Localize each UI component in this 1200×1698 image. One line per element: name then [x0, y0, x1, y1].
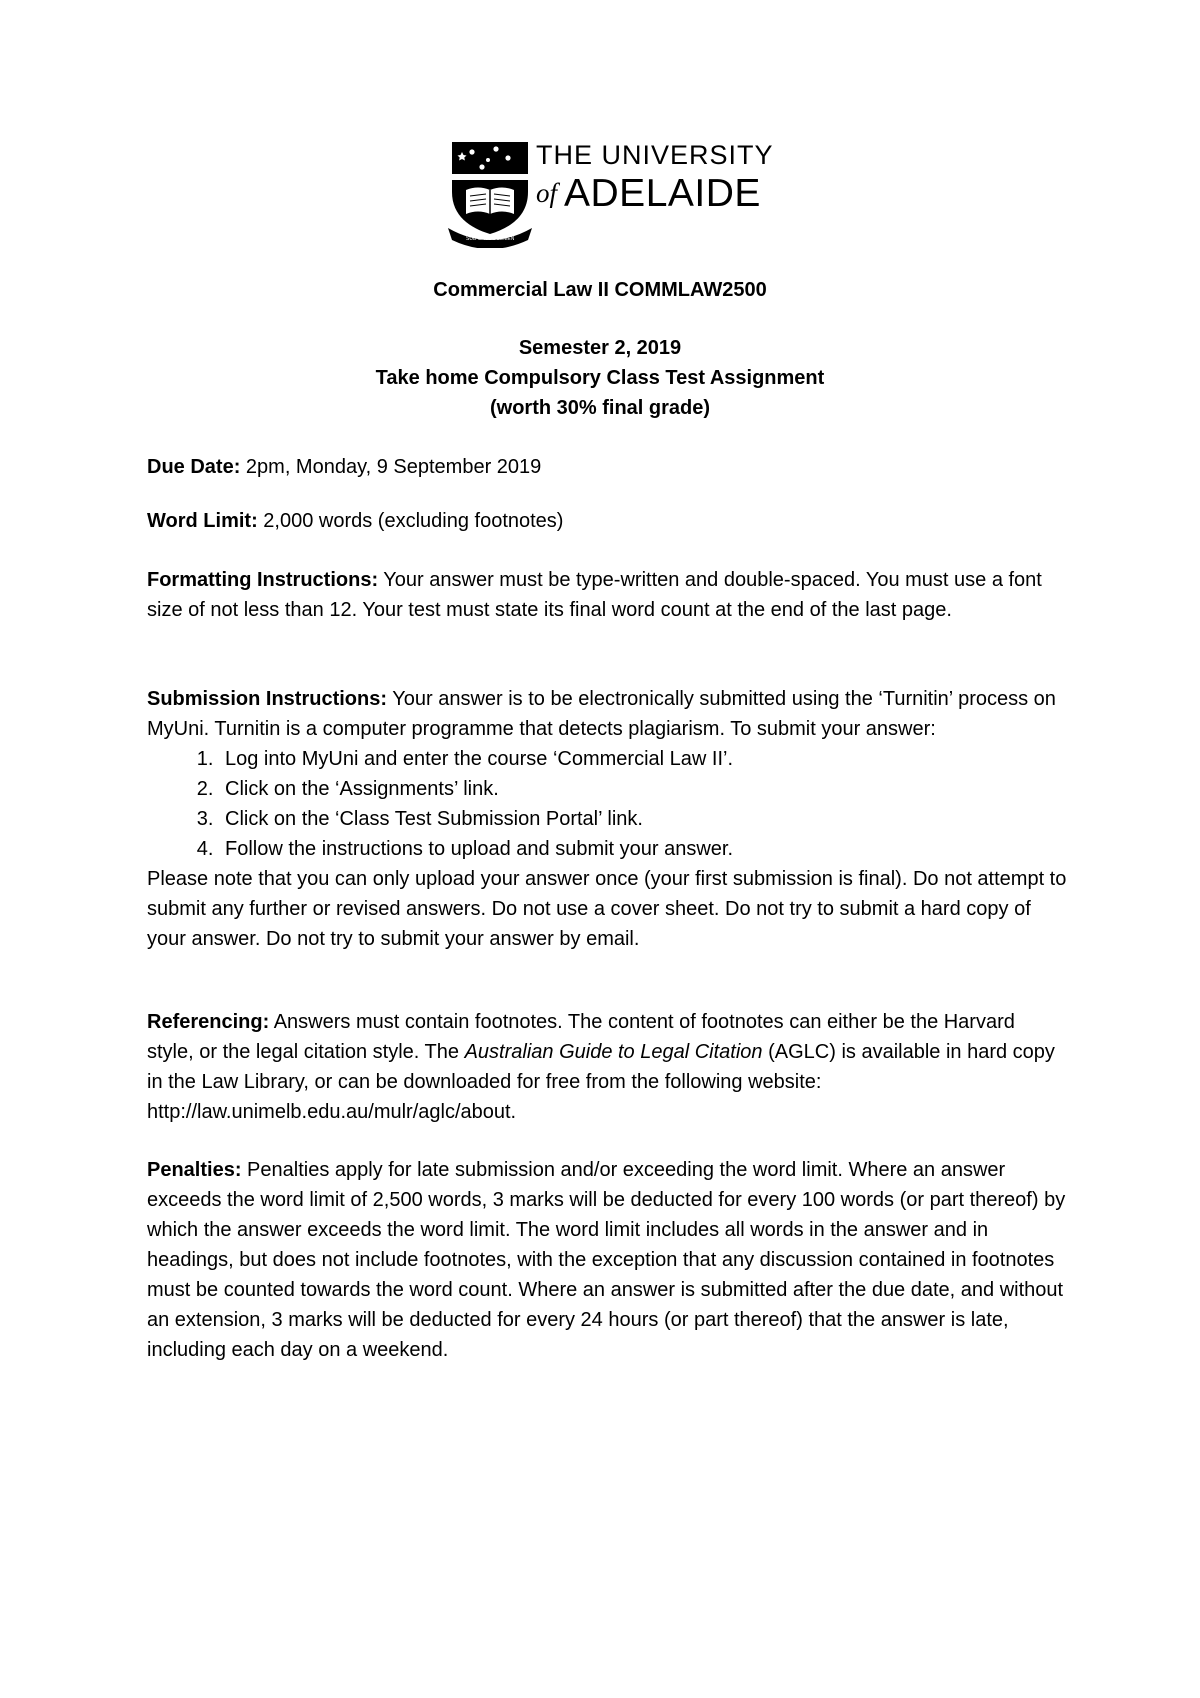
logo-line2: ADELAIDE [564, 172, 761, 215]
submission-step: 2. Click on the ‘Assignments’ link. [219, 774, 1067, 804]
submission-text: Your answer is to be electronically submitted using the ‘Turnitin’ process on MyUni. Turnitin is a computer programme that detects plagiarism. To submit your answer: [147, 688, 1056, 740]
referencing-label: Referencing: [147, 1011, 270, 1033]
semester: Semester 2, 2019 [518, 337, 682, 359]
referencing-text-after: (AGLC) is available in hard copy in the Law Library, or can be downloaded for free from the following website: [147, 1041, 1055, 1093]
penalties-text: Penalties apply for late submission and/or exceeding the word limit. Where an answer exceeds the word limit of 2,500 words, 3 marks will be deducted for every 100 words (or part thereof) by which the answer exceeds the word limit. The word limit includes all words in the answer and in headings, but does not include footnotes, with the exception that any discussion contained in footnotes must be counted towards the word count. Where an answer is submitted after the due date, and without an extension, 3 marks will be deducted for every 24 hours (or part thereof) that the answer is late, including each day on a weekend. [147, 1159, 1066, 1361]
penalties [147, 1155, 1067, 1365]
formatting-text: Your answer must be type-written and double-spaced. You must use a font size of not less than 12. Your test must state its final word count at the end of the last page. [147, 569, 1042, 621]
penalties-label: Penalties: [147, 1159, 242, 1181]
due-date-value: 2pm, Monday, 9 September 2019 [240, 456, 542, 478]
submission-instructions [147, 684, 1067, 954]
logo-of: of [536, 178, 558, 208]
course-title: Commercial Law II COMMLAW2500 [433, 279, 767, 301]
submission-label: Submission Instructions: [147, 688, 388, 710]
word-limit [147, 506, 1067, 536]
crest-motto: SUB CRUCE LUMEN [466, 236, 514, 242]
logo-line1: THE UNIVERSITY [536, 140, 774, 170]
aglc-title: Australian Guide to Legal Citation [464, 1041, 763, 1063]
submission-step: 4. Follow the instructions to upload and submit your answer. [219, 834, 1067, 864]
due-date [147, 452, 1067, 482]
submission-step: 1. Log into MyUni and enter the course ‘Commercial Law II’. [219, 744, 1067, 774]
university-logo [448, 140, 774, 248]
formatting-label: Formatting Instructions: [147, 569, 379, 591]
referencing [147, 1007, 1067, 1127]
assignment-title: Take home Compulsory Class Test Assignment [375, 367, 825, 389]
assignment-worth: (worth 30% final grade) [489, 397, 711, 419]
referencing-text-before: Answers must contain footnotes. The content of footnotes can either be the Harvard style, or the legal citation style. The [147, 1011, 1015, 1063]
submission-steps [147, 744, 1067, 864]
word-limit-label: Word Limit: [147, 510, 258, 532]
formatting-instructions [147, 565, 1067, 625]
university-crest-icon [448, 140, 532, 248]
submission-step: 3. Click on the ‘Class Test Submission Portal’ link. [219, 804, 1067, 834]
due-date-label: Due Date: [147, 456, 241, 478]
aglc-url: http://law.unimelb.edu.au/mulr/aglc/about. [147, 1101, 517, 1123]
word-limit-value: 2,000 words (excluding footnotes) [257, 510, 564, 532]
submission-note: Please note that you can only upload your answer once (your first submission is final). Do not attempt to submit any further or revised answers. Do not use a cover sheet. Do not try to submit a hard copy of your answer. Do not try to submit your answer by email. [147, 868, 1067, 950]
